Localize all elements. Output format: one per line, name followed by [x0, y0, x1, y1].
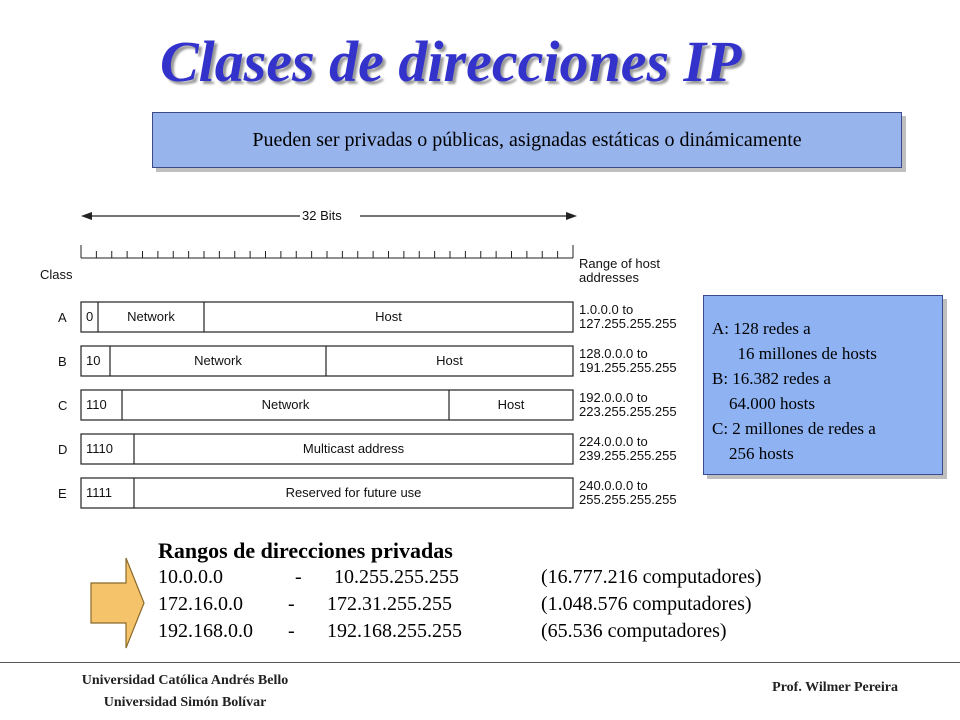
class-letter: E — [58, 486, 67, 501]
class-prefix-bits: 1111 — [86, 485, 113, 500]
footer-institutions — [60, 670, 310, 714]
range-dash: - — [288, 593, 295, 615]
footer-divider — [0, 662, 960, 663]
range-line: 223.255.255.255 — [579, 404, 677, 419]
class-header: Class — [40, 267, 73, 282]
note-line: C: 2 millones de redes a — [712, 419, 876, 438]
class-capacity-note — [703, 295, 943, 475]
class-field-label: Network — [194, 353, 242, 368]
class-letter: A — [58, 310, 67, 325]
class-host-range — [579, 303, 677, 331]
private-range-row — [158, 593, 752, 620]
private-ranges — [158, 538, 762, 647]
range-end: 172.31.255.255 — [327, 593, 452, 615]
range-line: 1.0.0.0 to — [579, 302, 634, 317]
range-line: 239.255.255.255 — [579, 448, 677, 463]
class-host-range — [579, 435, 677, 463]
class-prefix-bits: 110 — [86, 397, 107, 412]
right-arrow-icon — [90, 557, 145, 649]
range-dash: - — [295, 566, 302, 588]
footer-author: Prof. Wilmer Pereira — [772, 680, 898, 695]
note-line: B: 16.382 redes a — [712, 369, 831, 388]
class-field-label: Network — [261, 397, 310, 412]
class-rows — [58, 302, 573, 508]
range-count: (65.536 computadores) — [541, 620, 727, 642]
class-field-label: Host — [436, 353, 463, 368]
footer-institution: Universidad Simón Bolívar — [103, 695, 267, 710]
class-row-box — [81, 346, 573, 376]
range-line: 192.0.0.0 to — [579, 390, 648, 405]
note-line: 16 millones de hosts — [712, 344, 877, 363]
class-letter: D — [58, 442, 68, 457]
range-count: (16.777.216 computadores) — [541, 566, 762, 588]
class-field-label: Network — [127, 309, 175, 324]
private-ranges-title: Rangos de direcciones privadas — [158, 538, 453, 563]
class-prefix-bits: 10 — [86, 353, 101, 368]
class-field-label: Multicast address — [302, 441, 405, 456]
subtitle-text: Pueden ser privadas o públicas, asignadas estáticas o dinámicamente — [252, 128, 802, 151]
range-line: 255.255.255.255 — [579, 492, 677, 507]
range-line: 128.0.0.0 to — [579, 346, 648, 361]
subtitle-box — [152, 112, 902, 168]
class-host-range — [579, 347, 677, 375]
range-line: 224.0.0.0 to — [579, 434, 648, 449]
class-host-range — [579, 391, 677, 419]
bits-label: 32 Bits — [302, 208, 342, 223]
class-field-label: Host — [497, 397, 525, 412]
class-field-label: Reserved for future use — [285, 485, 422, 500]
range-header — [579, 257, 660, 285]
class-host-range — [579, 479, 677, 507]
slide-title: Clases de direcciones IP — [160, 29, 742, 94]
private-range-row — [158, 566, 762, 593]
class-prefix-bits: 0 — [86, 309, 94, 324]
range-header-line-2: addresses — [579, 270, 639, 285]
private-range-row — [158, 620, 727, 647]
range-count: (1.048.576 computadores) — [541, 593, 752, 615]
range-start: 192.168.0.0 — [158, 620, 253, 642]
note-line: 256 hosts — [712, 444, 794, 463]
footer-institution: Universidad Católica Andrés Bello — [81, 673, 289, 688]
class-letter: B — [58, 354, 67, 369]
range-dash: - — [288, 620, 295, 642]
range-line: 240.0.0.0 to — [579, 478, 648, 493]
class-prefix-bits: 1110 — [86, 441, 113, 456]
range-line: 127.255.255.255 — [579, 316, 677, 331]
class-letter: C — [58, 398, 68, 413]
range-end: 192.168.255.255 — [327, 620, 462, 642]
range-start: 10.0.0.0 — [158, 566, 223, 588]
range-start: 172.16.0.0 — [158, 593, 243, 615]
note-line: 64.000 hosts — [712, 394, 815, 413]
range-end: 10.255.255.255 — [334, 566, 459, 588]
bit-ruler — [81, 245, 573, 258]
range-line: 191.255.255.255 — [579, 360, 677, 375]
ip-class-diagram — [0, 195, 700, 520]
range-header-line-1: Range of host — [579, 256, 660, 271]
note-line: A: 128 redes a — [712, 319, 811, 338]
class-field-label: Host — [375, 309, 402, 324]
